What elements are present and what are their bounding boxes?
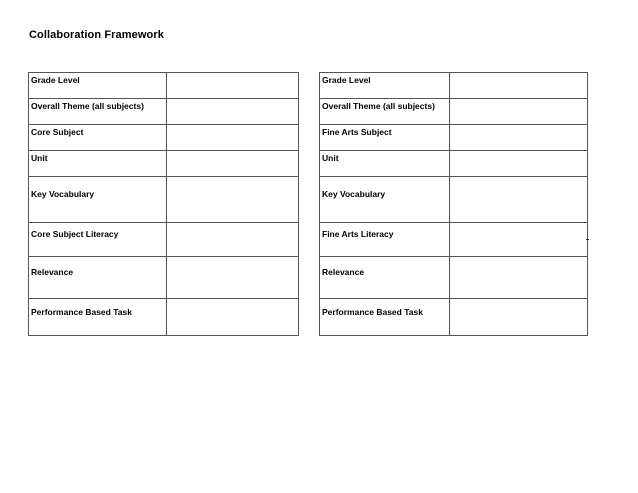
row-value-grade-level (167, 73, 299, 99)
table-row (320, 151, 588, 177)
table-row (29, 177, 299, 223)
row-value-key-vocabulary (167, 177, 299, 223)
table-row (29, 73, 299, 99)
row-value-overall-theme (167, 99, 299, 125)
row-label-grade-level: Grade Level (320, 73, 450, 99)
table-row (320, 73, 588, 99)
table-row (320, 223, 588, 257)
row-label-fine-arts-subject: Fine Arts Subject (320, 125, 450, 151)
row-label-overall-theme: Overall Theme (all subjects) (320, 99, 450, 125)
row-label-grade-level: Grade Level (29, 73, 167, 99)
table-row (29, 223, 299, 257)
row-label-key-vocabulary: Key Vocabulary (29, 177, 167, 223)
table-row (320, 99, 588, 125)
row-value-performance-based-task (167, 299, 299, 336)
row-value-fine-arts-subject (450, 125, 588, 151)
row-value-unit (450, 151, 588, 177)
row-value-relevance (450, 257, 588, 299)
table-row (29, 99, 299, 125)
table-row (320, 125, 588, 151)
row-label-relevance: Relevance (29, 257, 167, 299)
table-row (29, 299, 299, 336)
table-row (29, 151, 299, 177)
table-row (29, 257, 299, 299)
table-row (320, 257, 588, 299)
row-value-grade-level (450, 73, 588, 99)
document-title: Collaboration Framework (29, 29, 164, 41)
fine-arts-table (319, 72, 588, 336)
row-label-performance-based-task: Performance Based Task (29, 299, 167, 336)
table-row (29, 125, 299, 151)
row-value-overall-theme (450, 99, 588, 125)
row-label-key-vocabulary: Key Vocabulary (320, 177, 450, 223)
row-value-performance-based-task (450, 299, 588, 336)
row-label-unit: Unit (320, 151, 450, 177)
row-label-unit: Unit (29, 151, 167, 177)
row-label-core-subject-literacy: Core Subject Literacy (29, 223, 167, 257)
row-label-fine-arts-literacy: Fine Arts Literacy (320, 223, 450, 257)
core-subject-table (28, 72, 299, 336)
row-value-core-subject-literacy (167, 223, 299, 257)
row-label-performance-based-task: Performance Based Task (320, 299, 450, 336)
row-label-relevance: Relevance (320, 257, 450, 299)
row-label-overall-theme: Overall Theme (all subjects) (29, 99, 167, 125)
row-label-core-subject: Core Subject (29, 125, 167, 151)
table-row (320, 177, 588, 223)
table-row (320, 299, 588, 336)
row-value-key-vocabulary (450, 177, 588, 223)
stray-mark (586, 239, 589, 240)
row-value-relevance (167, 257, 299, 299)
row-value-unit (167, 151, 299, 177)
row-value-fine-arts-literacy (450, 223, 588, 257)
row-value-core-subject (167, 125, 299, 151)
